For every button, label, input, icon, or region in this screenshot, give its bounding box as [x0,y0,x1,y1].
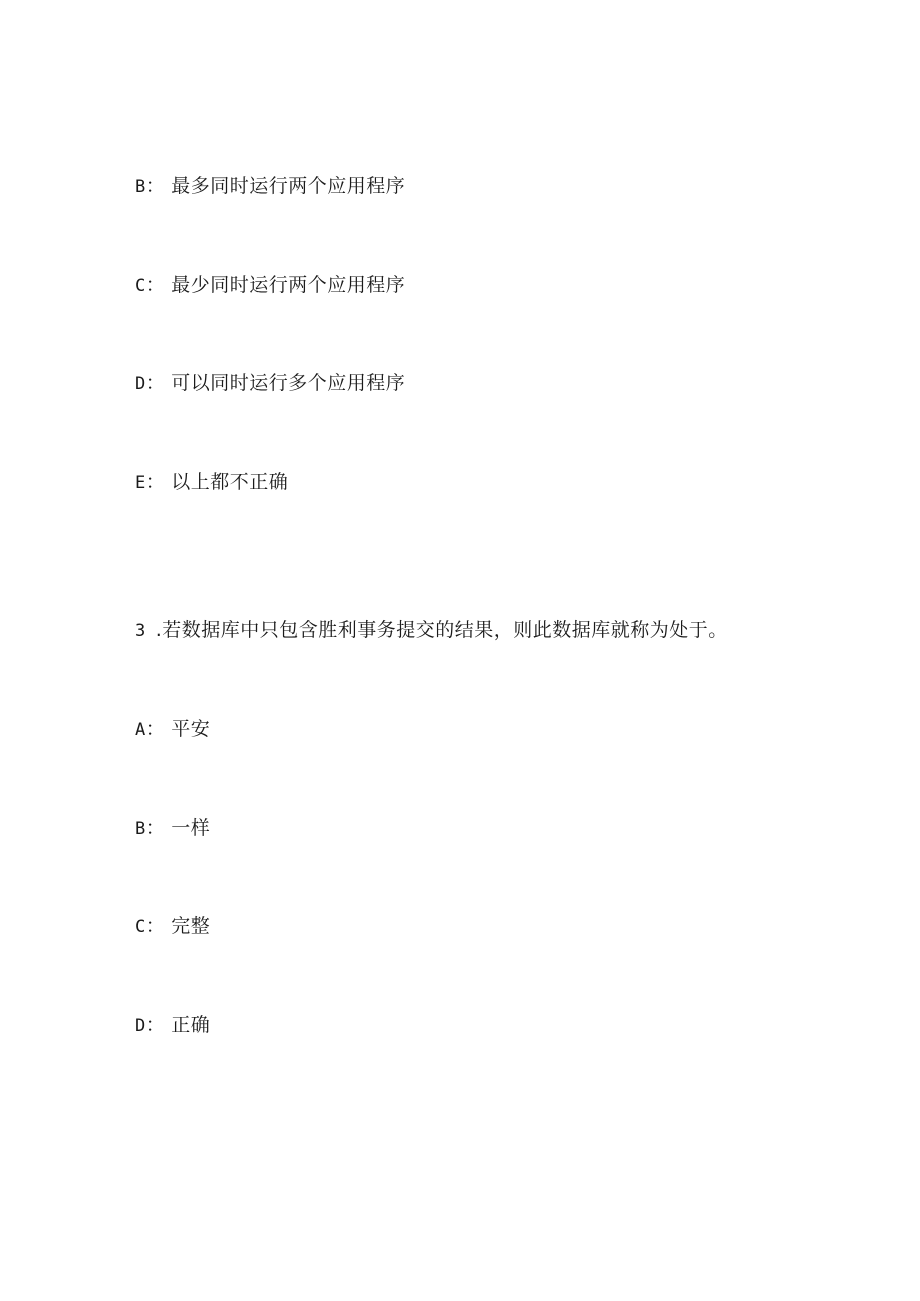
option-letter: C [135,276,146,296]
option-2c [135,273,405,298]
option-3c [135,914,210,939]
question-3 [135,618,728,643]
option-2d [135,371,405,396]
option-text: 可以同时运行多个应用程序 [171,372,406,394]
option-letter: A [135,720,146,740]
option-2e [135,470,288,495]
option-2b [135,174,405,199]
option-text: 正确 [171,1014,211,1036]
option-separator: ： [145,372,166,394]
option-separator: ： [145,915,166,937]
option-letter: D [135,1016,146,1036]
option-text: 最少同时运行两个应用程序 [171,274,406,296]
option-separator: ： [145,175,166,197]
option-separator: ： [145,817,166,839]
option-text: 一样 [171,817,211,839]
option-text: 最多同时运行两个应用程序 [171,175,406,197]
option-letter: B [135,819,146,839]
option-text: 以上都不正确 [171,471,289,493]
option-3b [135,816,210,841]
question-text: .若数据库中只包含胜利事务提交的结果，则此数据库就称为处于。 [155,619,728,641]
option-text: 平安 [171,718,211,740]
option-separator: ： [145,471,166,493]
option-separator: ： [145,718,166,740]
question-number: 3 [135,621,146,641]
option-letter: B [135,177,146,197]
option-3a [135,717,210,742]
option-3d [135,1013,210,1038]
option-text: 完整 [171,915,211,937]
option-separator: ： [145,274,166,296]
option-letter: D [135,374,146,394]
option-separator: ： [145,1014,166,1036]
option-letter: C [135,917,146,937]
option-letter: E [135,473,146,493]
